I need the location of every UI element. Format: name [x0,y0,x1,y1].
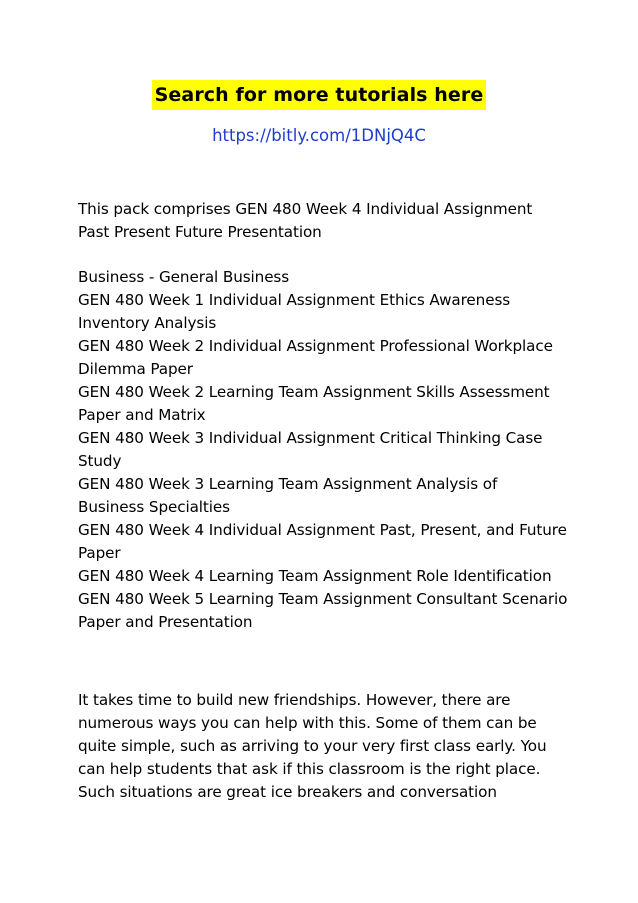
link-container [0,124,638,148]
search-tutorials-headline: Search for more tutorials here [152,80,487,110]
closing-paragraph: It takes time to build new friendships. However, there are numerous ways you can help with this. Some of them can be quite simple, such as arriving to your very first class early. You can help students that ask if this classroom is the right place. Such situations are great ice breakers and conversation [78,691,547,801]
headline-container [0,80,638,110]
list-item: GEN 480 Week 3 Learning Team Assignment Analysis of Business Specialties [78,475,498,516]
list-item: GEN 480 Week 1 Individual Assignment Ethics Awareness Inventory Analysis [78,291,511,332]
list-item: Business - General Business [78,268,290,286]
intro-paragraph: This pack comprises GEN 480 Week 4 Individual Assignment Past Present Future Presentation [78,200,533,241]
tutorials-link[interactable]: https://bitly.com/1DNjQ4C [212,126,426,145]
list-item: GEN 480 Week 4 Individual Assignment Past, Present, and Future Paper [78,521,567,562]
list-item: GEN 480 Week 5 Learning Team Assignment Consultant Scenario Paper and Presentation [78,590,568,631]
course-list [78,266,568,634]
list-item: GEN 480 Week 3 Individual Assignment Critical Thinking Case Study [78,429,543,470]
list-item: GEN 480 Week 4 Learning Team Assignment Role Identification [78,567,552,585]
list-item: GEN 480 Week 2 Learning Team Assignment Skills Assessment Paper and Matrix [78,383,550,424]
list-item: GEN 480 Week 2 Individual Assignment Professional Workplace Dilemma Paper [78,337,553,378]
